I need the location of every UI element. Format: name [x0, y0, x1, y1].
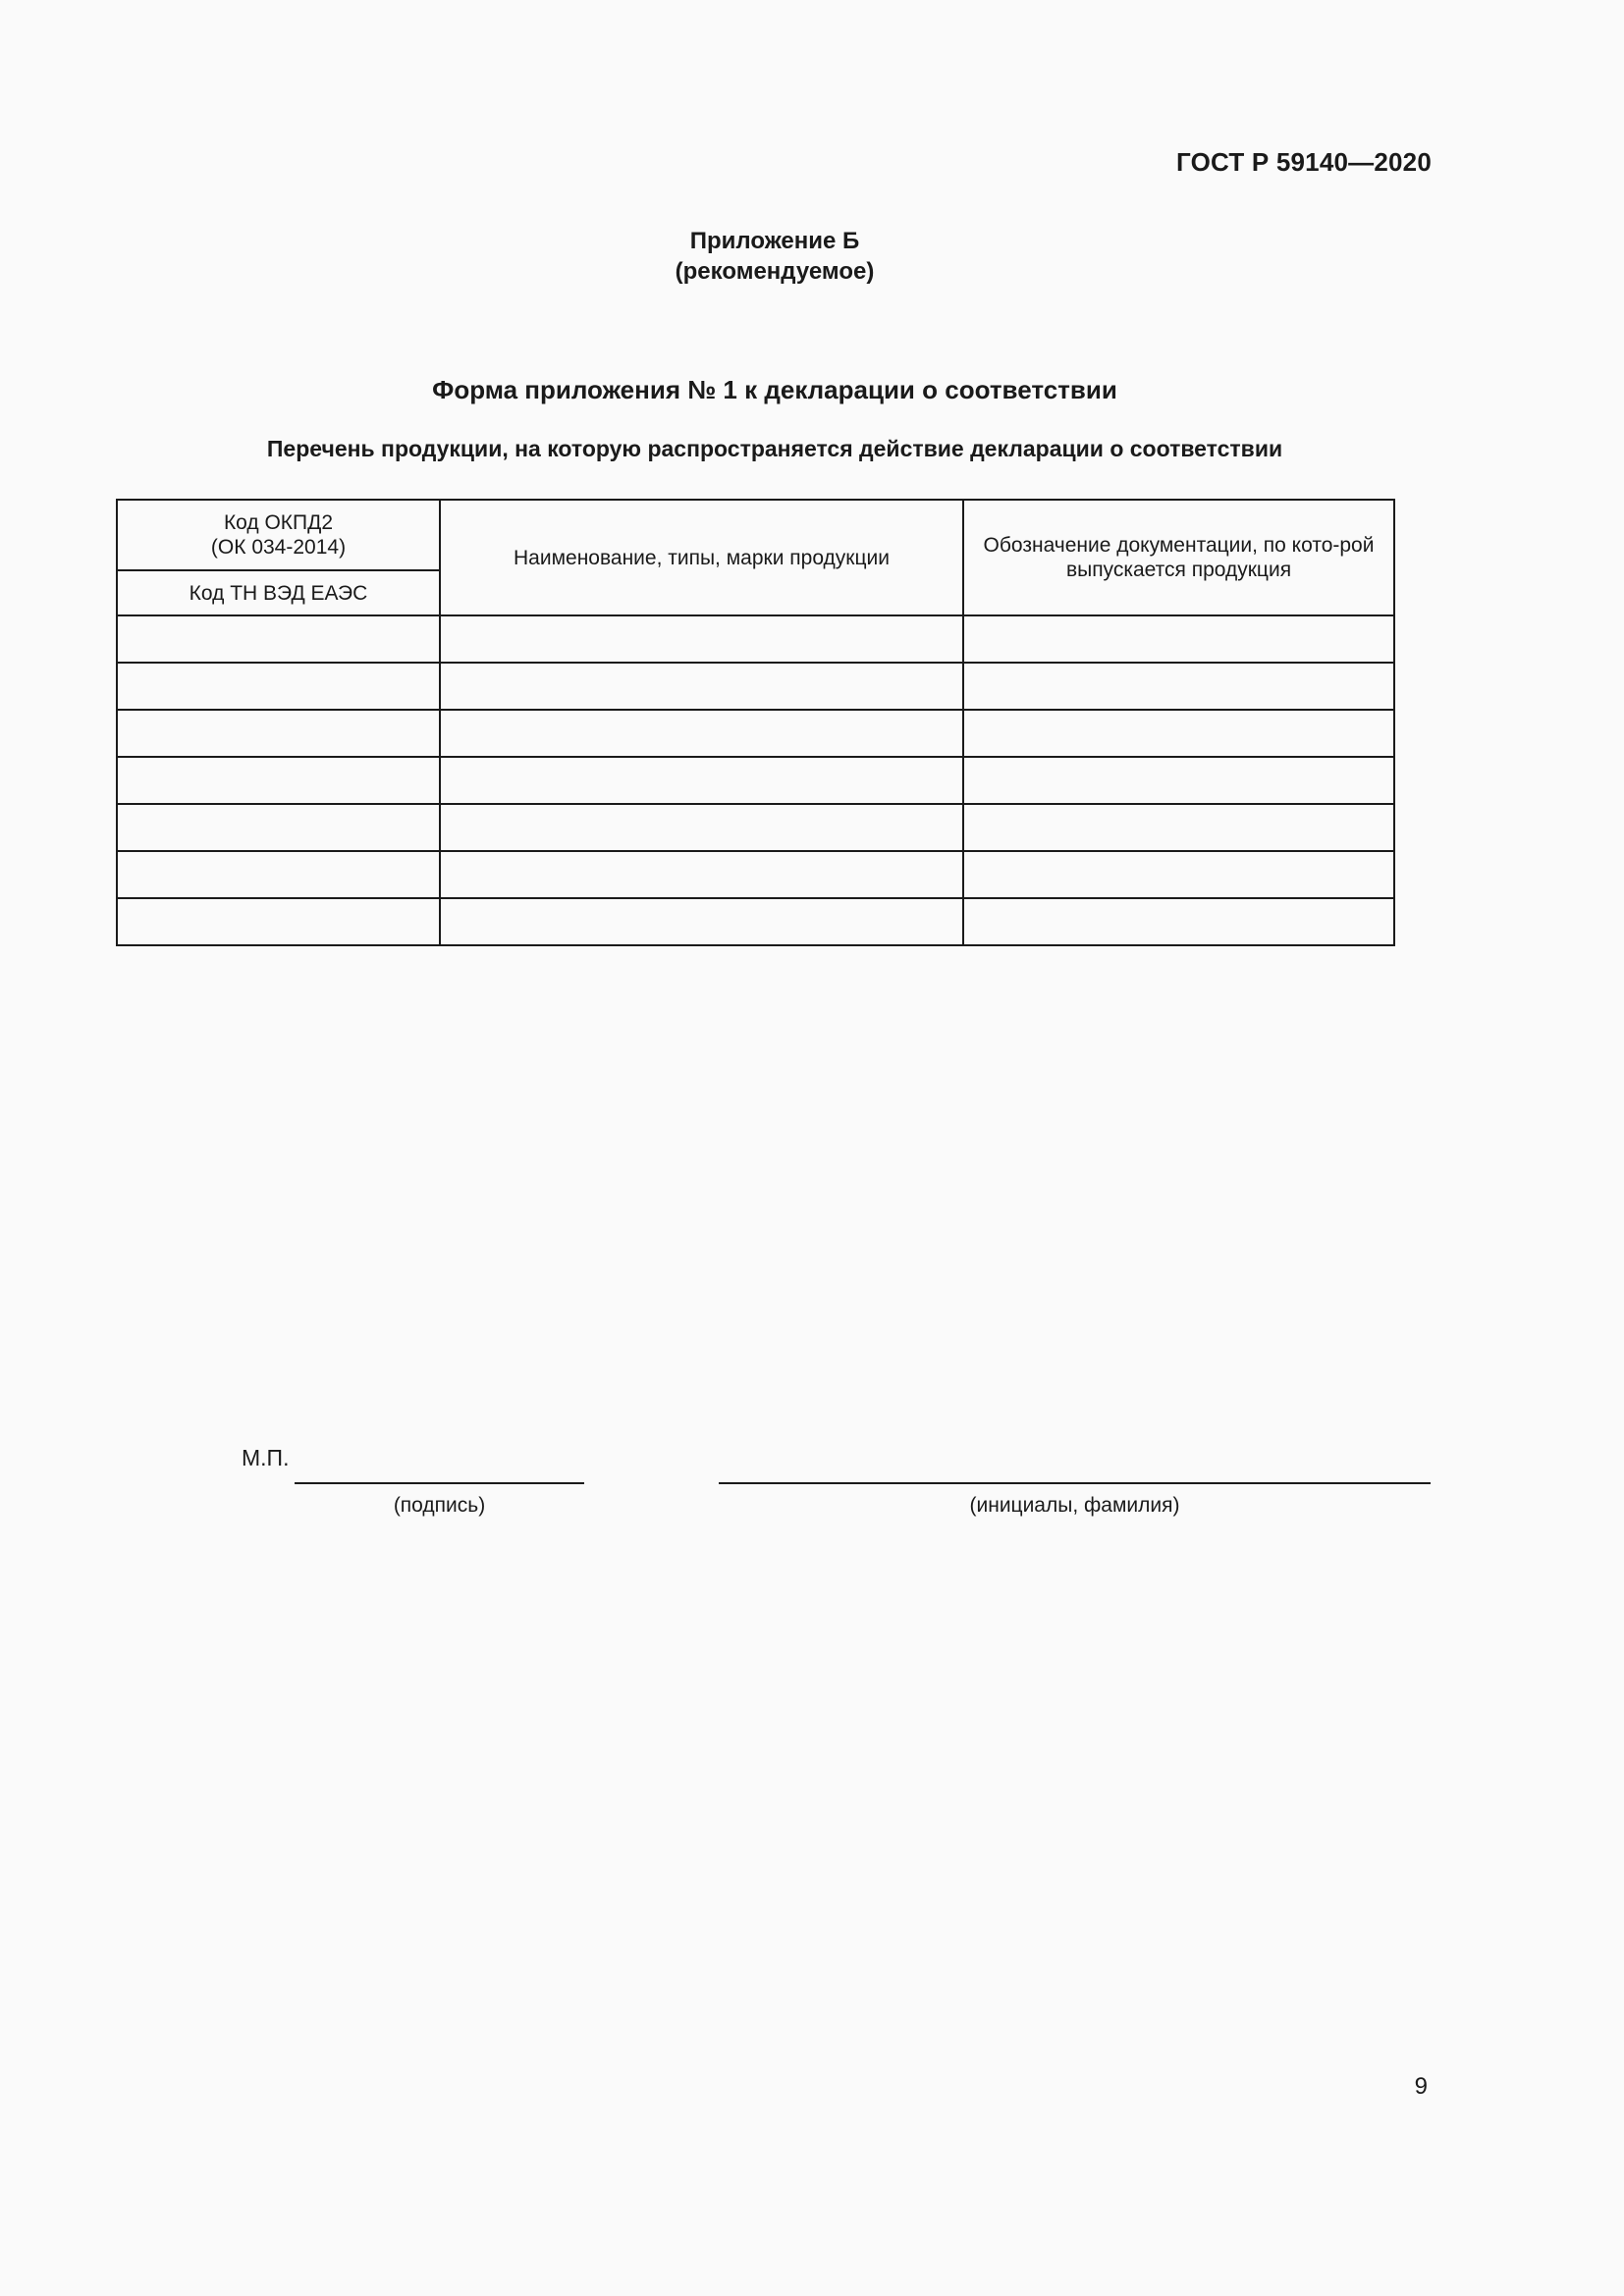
annex-title: Приложение Б [689, 228, 860, 254]
table-cell[interactable] [117, 851, 440, 898]
table-cell[interactable] [117, 804, 440, 851]
table-cell[interactable] [117, 710, 440, 757]
stamp-label: М.П. [242, 1445, 290, 1470]
table-cell[interactable] [440, 898, 963, 945]
table-cell[interactable] [963, 898, 1394, 945]
table-row [117, 898, 1394, 945]
table-cell[interactable] [117, 615, 440, 663]
header-tn-ved: Код ТН ВЭД ЕАЭС [117, 570, 440, 615]
table-row [117, 757, 1394, 804]
header-okpd2 [117, 500, 440, 570]
table-row [117, 615, 1394, 663]
header-documentation: Обозначение документации, по кото-рой выпускается продукция [963, 500, 1394, 615]
table-cell[interactable] [440, 757, 963, 804]
product-table [116, 499, 1395, 946]
header-okpd2-line1: Код ОКПД2 [223, 511, 334, 534]
name-caption: (инициалы, фамилия) [969, 1494, 1180, 1517]
table-row [117, 804, 1394, 851]
signature-line[interactable] [295, 1482, 584, 1484]
table-cell[interactable] [440, 851, 963, 898]
annex-heading [0, 226, 1549, 287]
table-row [117, 851, 1394, 898]
name-line[interactable] [719, 1482, 1431, 1484]
annex-status: (рекомендуемое) [675, 258, 875, 285]
table-cell[interactable] [963, 663, 1394, 710]
table-cell[interactable] [963, 710, 1394, 757]
table-cell[interactable] [963, 851, 1394, 898]
form-subtitle: Перечень продукции, на которую распространяется действие декларации о соответствии [266, 436, 1283, 461]
signature-caption: (подпись) [393, 1494, 486, 1517]
table-cell[interactable] [117, 898, 440, 945]
table-cell[interactable] [440, 663, 963, 710]
table-cell[interactable] [440, 710, 963, 757]
header-product-name: Наименование, типы, марки продукции [440, 500, 963, 615]
document-code: ГОСТ Р 59140—2020 [1176, 147, 1432, 177]
table-cell[interactable] [117, 757, 440, 804]
header-okpd2-line2: (ОК 034-2014) [210, 536, 347, 559]
table-cell[interactable] [117, 663, 440, 710]
form-title: Форма приложения № 1 к декларации о соответствии [432, 375, 1117, 404]
table-cell[interactable] [963, 615, 1394, 663]
table-cell[interactable] [963, 804, 1394, 851]
table-row [117, 663, 1394, 710]
page-number: 9 [1414, 2073, 1428, 2100]
table-row [117, 710, 1394, 757]
table-header-row [117, 500, 1394, 570]
table-cell[interactable] [963, 757, 1394, 804]
table-cell[interactable] [440, 615, 963, 663]
table-cell[interactable] [440, 804, 963, 851]
